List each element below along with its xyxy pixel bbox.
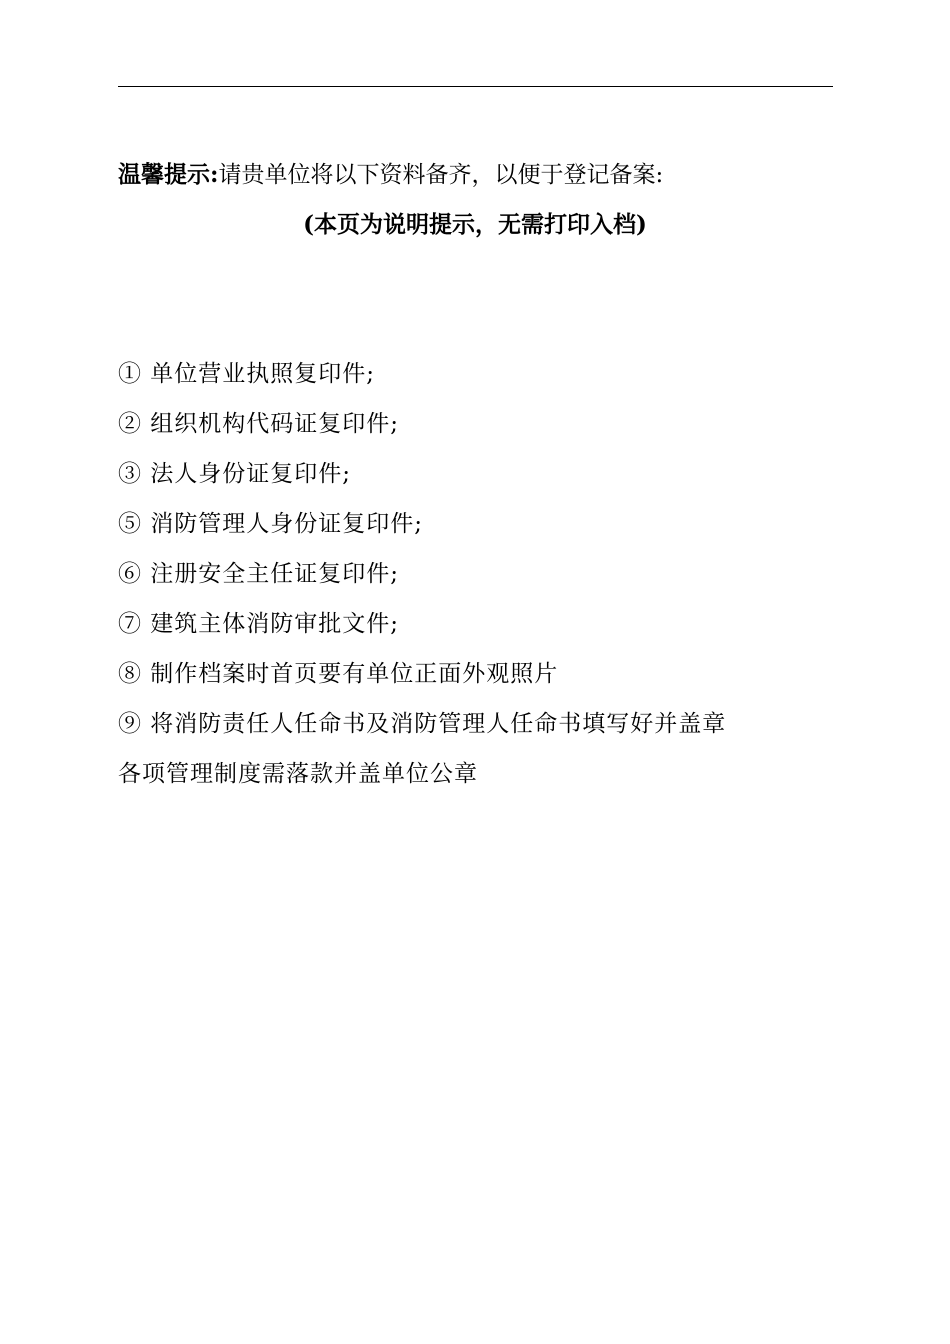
header-rule	[118, 86, 833, 87]
list-item: ③ 法人身份证复印件;	[118, 461, 352, 487]
document-list	[118, 356, 726, 806]
notice-line	[118, 158, 663, 192]
list-item: ⑤ 消防管理人身份证复印件;	[118, 511, 424, 537]
list-item: ② 组织机构代码证复印件;	[118, 411, 400, 437]
list-item: ⑥ 注册安全主任证复印件;	[118, 561, 400, 587]
notice-subnote: (本页为说明提示，无需打印入档)	[303, 211, 647, 238]
notice-text: 请贵单位将以下资料备齐，以便于登记备案:	[218, 162, 664, 188]
list-item: 各项管理制度需落款并盖单位公章	[118, 761, 478, 787]
list-item: ⑦ 建筑主体消防审批文件;	[118, 611, 400, 637]
list-item: ⑨ 将消防责任人任命书及消防管理人任命书填写好并盖章	[118, 711, 727, 737]
list-item: ① 单位营业执照复印件;	[118, 361, 376, 387]
list-item: ⑧ 制作档案时首页要有单位正面外观照片	[118, 661, 559, 687]
notice-label: 温馨提示:	[118, 161, 219, 188]
